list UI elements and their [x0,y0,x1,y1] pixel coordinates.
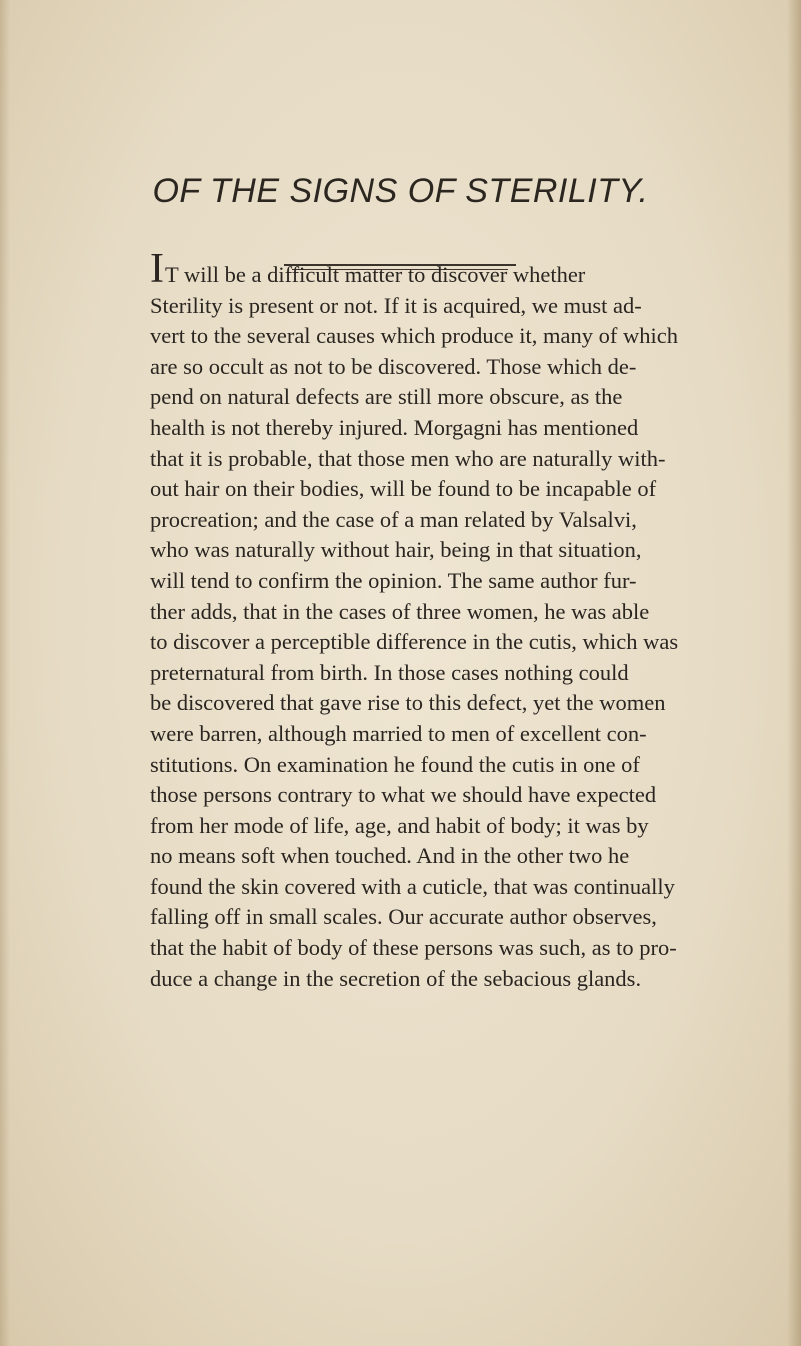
text-line: stitutions. On examination he found the cutis in one of [150,751,640,777]
text-line: falling off in small scales. Our accurate author observes, [150,904,657,930]
text-line: found the skin covered with a cuticle, that was continually [150,873,675,899]
text-line: be discovered that gave rise to this defect, yet the women [150,690,666,716]
text-line: IT will be a difficult matter to discover whether [150,246,586,292]
text-line: vert to the several causes which produce it, many of which [150,323,678,349]
text-line: preternatural from birth. In those cases nothing could [150,659,629,685]
text-line: from her mode of life, age, and habit of body; it was by [150,812,649,838]
text-line: who was naturally without hair, being in that situation, [150,537,642,563]
text-line: procreation; and the case of a man related by Valsalvi, [150,506,637,532]
chapter-heading: OF THE SIGNS OF STERILITY. [152,172,649,210]
text-line: no means soft when touched. And in the other two he [150,843,630,869]
body-paragraph [150,246,790,994]
text-line: Sterility is present or not. If it is acquired, we must ad- [150,292,642,318]
text-line: duce a change in the secretion of the sebacious glands. [150,965,642,991]
text-line: will tend to confirm the opinion. The same author fur- [150,567,637,593]
text-line: out hair on their bodies, will be found to be incapable of [150,476,657,502]
text-line: are so occult as not to be discovered. Those which de- [150,353,637,379]
text-line: pend on natural defects are still more obscure, as the [150,384,623,410]
text-line: those persons contrary to what we should have expected [150,782,657,808]
text-line: that the habit of body of these persons was such, as to pro- [150,935,677,961]
drop-cap: I [150,246,164,292]
text-line: to discover a perceptible difference in the cutis, which was [150,629,679,655]
text-line: health is not thereby injured. Morgagni has mentioned [150,414,639,440]
text-line: ther adds, that in the cases of three women, he was able [150,598,650,624]
text-line: that it is probable, that those men who are naturally with- [150,445,666,471]
text-line: were barren, although married to men of excellent con- [150,720,647,746]
